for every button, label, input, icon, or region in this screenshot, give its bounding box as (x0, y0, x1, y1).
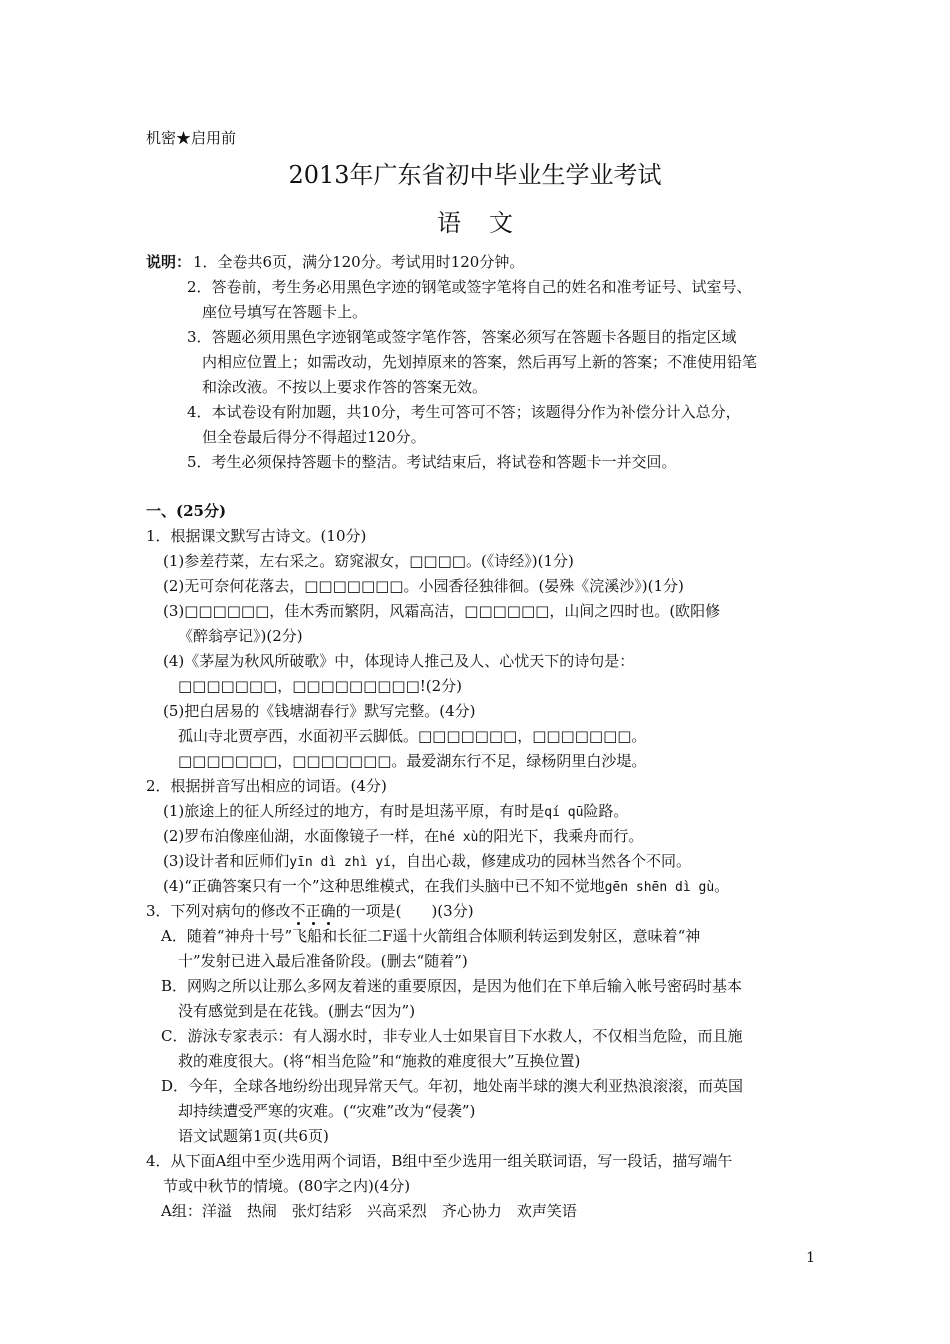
item-text: 险路。 (583, 802, 629, 820)
question-1-line: □□□□□□□，□□□□□□□。最爱湖东行不足，绿杨阴里白沙堤。 (178, 752, 647, 770)
emphasis-char: 确 (320, 902, 336, 920)
question-1-line: □□□□□□□，□□□□□□□□□!(2分) (178, 677, 463, 695)
stem-text: 3．下列对病句的修改 (146, 902, 291, 920)
instruction-line: 4．本试卷设有附加题，共10分，考生可答可不答；该题得分作为补偿分计入总分， (187, 403, 741, 421)
question-3-option: 没有感觉到是在花钱。(删去“因为”) (178, 1002, 416, 1020)
question-1-line: (3)□□□□□□，佳木秀而繁阴，风霜高洁，□□□□□□，山间之四时也。(欧阳修 (163, 602, 721, 620)
question-4-stem: 4．从下面A组中至少选用两个词语，B组中至少选用一组关联词语，写一段话，描写端午 (146, 1152, 733, 1170)
instruction-line: 1．全卷共6页，满分120分。考试用时120分钟。 (193, 253, 525, 271)
question-2-item (163, 801, 628, 823)
question-3-option: 十”发射已进入最后准备阶段。(删去“随着”) (178, 952, 468, 970)
question-3-option: A．随着“神舟十号”飞船和长征二F遥十火箭组合体顺利转运到发射区，意味着“神 (161, 927, 701, 945)
item-text: (1)旅途上的征人所经过的地方，有时是坦荡平原，有时是 (163, 802, 545, 820)
exam-title: 2013年广东省初中毕业生学业考试 (288, 161, 662, 189)
emphasized-text (291, 902, 336, 920)
item-text: (4)“正确答案只有一个”这种思维模式，在我们头脑中已不知不觉地 (163, 877, 605, 895)
instruction-line: 但全卷最后得分不得超过120分。 (202, 428, 426, 446)
pinyin-prompt: yīn dì zhì yí (289, 855, 391, 870)
confidential-mark: 机密★启用前 (146, 129, 237, 147)
instruction-line: 座位号填写在答题卡上。 (202, 303, 368, 321)
stem-text: 的一项是( )(3分) (335, 902, 474, 920)
item-text: 的阳光下，我乘舟而行。 (478, 827, 644, 845)
question-1-line: 《醉翁亭记》)(2分) (178, 627, 303, 645)
question-2-stem: 2．根据拼音写出相应的词语。(4分) (146, 777, 387, 795)
subject-title: 语文 (437, 209, 541, 237)
item-text: (2)罗布泊像座仙湖，水面像镜子一样，在 (163, 827, 440, 845)
pinyin-prompt: qí qū (544, 805, 584, 820)
pinyin-prompt: hé xù (439, 830, 479, 845)
question-3-option: 救的难度很大。(将“相当危险”和“施救的难度很大”互换位置) (178, 1052, 581, 1070)
instruction-line: 和涂改液。不按以上要求作答的答案无效。 (202, 378, 488, 396)
question-1-stem: 1．根据课文默写古诗文。(10分) (146, 527, 367, 545)
question-2-item (163, 876, 729, 898)
instruction-line: 3．答题必须用黑色字迹钢笔或签字笔作答，答案必须写在答题卡各题目的指定区域 (187, 328, 737, 346)
pinyin-prompt: gēn shēn dì gù (604, 880, 715, 895)
question-1-line: 孤山寺北贾亭西，水面初平云脚低。□□□□□□□，□□□□□□□。 (178, 727, 647, 745)
item-text: (3)设计者和匠师们 (163, 852, 290, 870)
question-3-option: C．游泳专家表示：有人溺水时，非专业人士如果盲目下水救人，不仅相当危险，而且施 (161, 1027, 743, 1045)
question-3-option: B．网购之所以让那么多网友着迷的重要原因，是因为他们在下单后输入帐号密码时基本 (161, 977, 743, 995)
item-text: 。 (714, 877, 730, 895)
item-text: ，自出心裁，修建成功的园林当然各个不同。 (391, 852, 692, 870)
emphasis-char: 不 (290, 902, 306, 920)
question-3-option: D．今年，全球各地纷纷出现异常天气。年初，地处南半球的澳大利亚热浪滚滚，而英国 (161, 1077, 744, 1095)
instructions-label: 说明： (146, 253, 192, 271)
section-heading: 一、(25分) (146, 502, 227, 520)
question-1-line: (4)《茅屋为秋风所破歌》中，体现诗人推己及人、心忧天下的诗句是： (163, 652, 635, 670)
instruction-line: 内相应位置上；如需改动，先划掉原来的答案，然后再写上新的答案；不准使用铅笔 (202, 353, 758, 371)
question-1-line: (1)参差荇菜，左右采之。窈窕淑女，□□□□。(《诗经》)(1分) (163, 552, 574, 570)
question-1-line: (5)把白居易的《钱塘湖春行》默写完整。(4分) (163, 702, 476, 720)
page-number: 1 (806, 1250, 815, 1266)
question-3-option: 却持续遭受严寒的灾难。(“灾难”改为“侵袭”) (178, 1102, 476, 1120)
inline-page-footer: 语文试题第1页(共6页) (178, 1127, 329, 1145)
instruction-line: 5．考生必须保持答题卡的整洁。考试结束后，将试卷和答题卡一并交回。 (187, 453, 677, 471)
question-3-stem (146, 901, 474, 921)
question-4-stem: 节或中秋节的情境。(80字之内)(4分) (163, 1177, 411, 1195)
instruction-line: 2．答卷前，考生务必用黑色字迹的钢笔或签字笔将自己的姓名和准考证号、试室号、 (187, 278, 752, 296)
question-1-line: (2)无可奈何花落去，□□□□□□□。小园香径独徘徊。(晏殊《浣溪沙》)(1分) (163, 577, 684, 595)
question-2-item (163, 851, 691, 873)
question-2-item (163, 826, 643, 848)
emphasis-char: 正 (305, 902, 321, 920)
question-4-word-group: A组：洋溢 热闹 张灯结彩 兴高采烈 齐心协力 欢声笑语 (161, 1202, 577, 1220)
